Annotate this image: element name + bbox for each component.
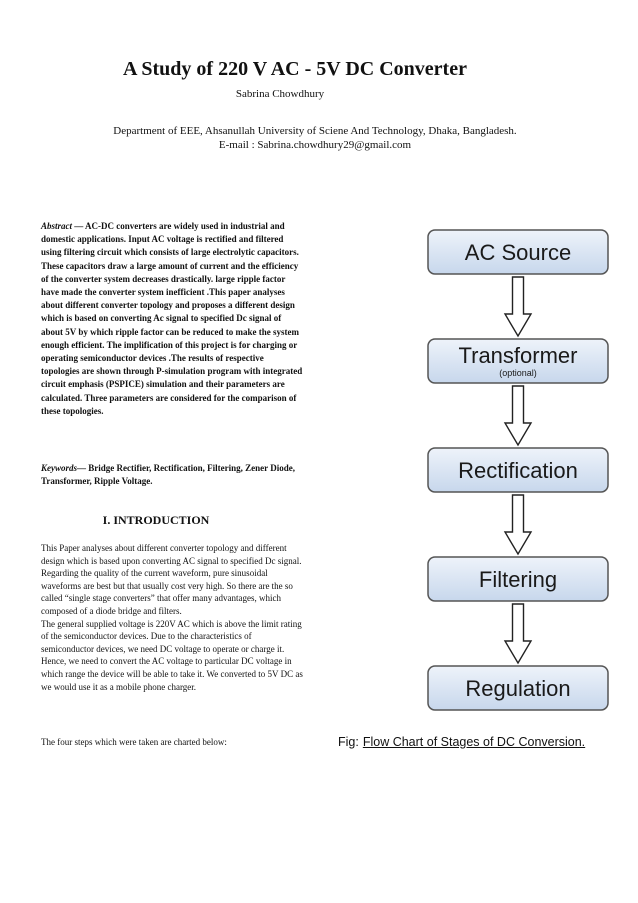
flow-box-label-1: Transformer	[458, 343, 578, 368]
introduction-body	[41, 542, 303, 693]
flow-box-label-3: Filtering	[478, 567, 558, 592]
flow-box-label-4: Regulation	[465, 676, 571, 701]
keywords-block	[41, 462, 303, 488]
flow-arrow-2	[505, 495, 531, 554]
keywords-text: — Bridge Rectifier, Rectification, Filtering, Zener Diode, Transformer, Ripple Voltage.	[41, 463, 295, 487]
affiliation: Department of EEE, Ahsanullah University of Sciene And Technology, Dhaka, Bangladesh.	[113, 125, 517, 137]
flowchart-figure	[318, 210, 618, 750]
abstract-text: — AC-DC converters are widely used in industrial and domestic applications. Input AC voltage is rectified and filtered using filtering circuit which consists of large electrolytic capacitors. These capacitors draw a large amount of current and the efficiency of the converter system decreases drastically. large ripple factor have made the converter system inefficient .This paper analyses about different converter topology and proposes a different design which is based on converting Ac signal to specified Dc signal of about 5V by which ripple factor can be reduced to make the system enough efficient. The implification of this project is for charging or operating semiconductor devices .The results of respective topologies are shown through P-simulation program with integrated circuit emphasis (PSPICE) simulation and their parameters are calculated. Three parameters are considered for the comparison of these topologies.	[41, 221, 303, 416]
email: E-mail : Sabrina.chowdhury29@gmail.com	[218, 139, 412, 151]
abstract-block	[41, 220, 303, 418]
caption-text: Flow Chart of Stages of DC Conversion.	[362, 735, 586, 749]
flow-box-sublabel-1: (optional)	[499, 368, 537, 378]
intro-steps-sentence: The four steps which were taken are charted below:	[41, 737, 227, 747]
flow-arrow-0	[505, 277, 531, 336]
paper-title: A Study of 220 V AC - 5V DC Converter	[123, 58, 467, 80]
flow-box-label-2: Rectification	[458, 458, 578, 483]
figure-caption	[338, 735, 628, 749]
flow-arrow-1	[505, 386, 531, 445]
flow-box-label-0: AC Source	[464, 240, 572, 265]
caption-fig-label: Fig:	[338, 735, 359, 749]
abstract-lead: Abstract	[41, 221, 73, 231]
section-heading-introduction: I. INTRODUCTION	[102, 513, 210, 527]
keywords-lead: Keywords	[41, 463, 77, 473]
flow-arrow-3	[505, 604, 531, 663]
affiliation-block	[30, 124, 600, 152]
intro-paragraph-1: This Paper analyses about different converter topology and different design which is based upon converting AC signal to specified Dc signal. Regarding the quality of the current waveform, pure sinusoidal waveforms are best but that usually cost very high. So there are the so called “single stage converters” that offer many advantages, which composed of a diode bridge and filters.	[41, 543, 302, 616]
intro-paragraph-2: The general supplied voltage is 220V AC which is above the limit rating of the semiconductor devices. Due to the characteristics of semiconductor devices, we need DC voltage to operate or charge it. Hence, we need to convert the AC voltage to particular DC voltage in which range the device will be able to take it. We converted to 5V DC as we would use it as a mobile phone charger.	[41, 618, 303, 692]
author-name: Sabrina Chowdhury	[235, 88, 325, 100]
